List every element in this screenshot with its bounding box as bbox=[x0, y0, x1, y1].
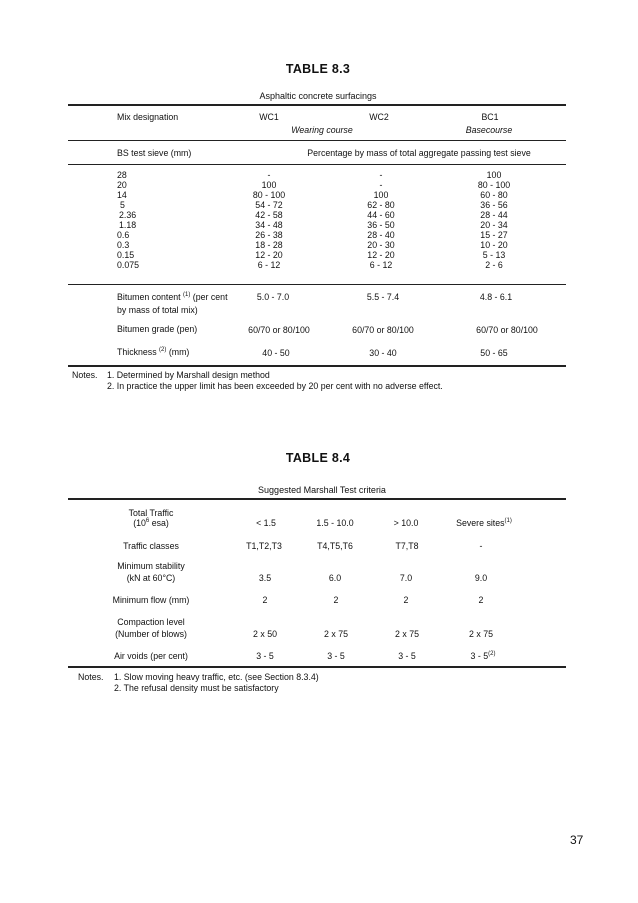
sieve-cell: 5 bbox=[120, 200, 125, 210]
table-8-4-bottom-rule bbox=[68, 666, 566, 668]
sieve-cell: 20 bbox=[117, 180, 127, 190]
bc1-cell: 60 - 80 bbox=[480, 190, 508, 200]
table-8-4-note-1: 1. Slow moving heavy traffic, etc. (see Section 8.3.4) bbox=[114, 672, 319, 682]
min-stability-c3: 7.0 bbox=[399, 573, 413, 583]
percentage-passing-label: Percentage by mass of total aggregate passing test sieve bbox=[307, 148, 531, 158]
air-voids-c3: 3 - 5 bbox=[398, 651, 416, 661]
bc1-cell: 28 - 44 bbox=[480, 210, 508, 220]
table-8-4-note-2: 2. The refusal density must be satisfactory bbox=[114, 683, 279, 693]
wc2-cell: - bbox=[379, 180, 383, 190]
traffic-unit-a: (10 bbox=[133, 518, 146, 528]
compaction-c4: 2 x 75 bbox=[469, 629, 493, 639]
wc2-cell: 28 - 40 bbox=[367, 230, 395, 240]
bitumen-content-bc1: 4.8 - 6.1 bbox=[479, 292, 513, 302]
wc1-cell: 18 - 28 bbox=[255, 240, 283, 250]
air-voids-c1: 3 - 5 bbox=[256, 651, 274, 661]
compaction-unit: (Number of blows) bbox=[115, 629, 187, 639]
min-flow-label: Minimum flow (mm) bbox=[112, 595, 190, 605]
thickness-bc1: 50 - 65 bbox=[480, 348, 508, 358]
bitumen-content-label bbox=[117, 292, 228, 303]
bc1-cell: 10 - 20 bbox=[480, 240, 508, 250]
sieve-cell: 2.36 bbox=[119, 210, 137, 220]
mix-designation-label: Mix designation bbox=[117, 112, 179, 122]
bc1-cell: 100 bbox=[486, 170, 502, 180]
wc1-cell: - bbox=[267, 170, 271, 180]
traffic-classes-label: Traffic classes bbox=[123, 541, 179, 551]
air-voids-label: Air voids (per cent) bbox=[114, 651, 188, 661]
compaction-label: Compaction level bbox=[117, 617, 185, 627]
traffic-unit-exponent: 6 bbox=[145, 518, 150, 525]
table-8-3-title: TABLE 8.3 bbox=[285, 62, 351, 76]
table-8-3-bottom-rule bbox=[68, 365, 566, 367]
min-stability-label: Minimum stability bbox=[117, 561, 185, 571]
traffic-col-1: < 1.5 bbox=[256, 518, 276, 528]
wc1-cell: 6 - 12 bbox=[257, 260, 281, 270]
traffic-unit-b: esa) bbox=[149, 518, 169, 528]
wc1-cell: 80 - 100 bbox=[252, 190, 286, 200]
page-number: 37 bbox=[570, 833, 584, 847]
bitumen-grade-label: Bitumen grade (pen) bbox=[117, 324, 198, 334]
sieve-cell: 28 bbox=[117, 170, 127, 180]
wc2-cell: 12 - 20 bbox=[367, 250, 395, 260]
air-voids-c2: 3 - 5 bbox=[327, 651, 345, 661]
severe-sites-label: Severe sites bbox=[456, 518, 505, 528]
table-8-3-note-1: 1. Determined by Marshall design method bbox=[107, 370, 270, 380]
compaction-c3: 2 x 75 bbox=[395, 629, 419, 639]
sieve-cell: 0.6 bbox=[117, 230, 130, 240]
bitumen-content-wc1: 5.0 - 7.0 bbox=[256, 292, 290, 302]
wearing-course-label: Wearing course bbox=[291, 125, 353, 135]
bitumen-content-label-2: by mass of total mix) bbox=[117, 305, 198, 315]
wc1-cell: 12 - 20 bbox=[255, 250, 283, 260]
table-8-3-subtitle: Asphaltic concrete surfacings bbox=[259, 91, 377, 101]
thickness-label-b: (mm) bbox=[166, 347, 190, 357]
wc1-cell: 54 - 72 bbox=[255, 200, 283, 210]
total-traffic-unit bbox=[133, 518, 169, 529]
wc2-cell: 20 - 30 bbox=[367, 240, 395, 250]
wc2-cell: 100 bbox=[373, 190, 389, 200]
traffic-classes-c1: T1,T2,T3 bbox=[246, 541, 282, 551]
bc1-cell: 20 - 34 bbox=[480, 220, 508, 230]
bc1-cell: 2 - 6 bbox=[485, 260, 503, 270]
min-flow-c4: 2 bbox=[478, 595, 484, 605]
sieve-cell: 0.075 bbox=[117, 260, 140, 270]
thickness-label bbox=[117, 347, 189, 358]
bitumen-content-wc2: 5.5 - 7.4 bbox=[366, 292, 400, 302]
sieve-cell: 14 bbox=[117, 190, 127, 200]
traffic-col-4 bbox=[456, 518, 512, 529]
min-flow-c2: 2 bbox=[333, 595, 339, 605]
traffic-col-3: > 10.0 bbox=[393, 518, 419, 528]
min-flow-c1: 2 bbox=[262, 595, 268, 605]
traffic-classes-c4: - bbox=[479, 541, 483, 551]
table-8-4-notes-lead: Notes. bbox=[78, 672, 104, 682]
min-stability-unit: (kN at 60°C) bbox=[126, 573, 176, 583]
note-1-marker: (1) bbox=[504, 518, 512, 525]
thickness-label-a: Thickness bbox=[117, 347, 160, 357]
col-wc1-header: WC1 bbox=[259, 112, 279, 122]
col-wc2-header: WC2 bbox=[369, 112, 389, 122]
note-2-marker: (2) bbox=[159, 347, 167, 354]
wc1-cell: 26 - 38 bbox=[255, 230, 283, 240]
bc1-cell: 36 - 56 bbox=[480, 200, 508, 210]
wc2-cell: - bbox=[379, 170, 383, 180]
air-voids-c4 bbox=[471, 651, 496, 662]
basecourse-label: Basecourse bbox=[465, 125, 513, 135]
sieve-cell: 0.3 bbox=[117, 240, 130, 250]
wc2-cell: 44 - 60 bbox=[367, 210, 395, 220]
bitumen-content-label-b: (per cent bbox=[190, 292, 228, 302]
min-stability-c1: 3.5 bbox=[258, 573, 272, 583]
table-8-3-notes-lead: Notes. bbox=[72, 370, 98, 380]
traffic-classes-c3: T7,T8 bbox=[395, 541, 419, 551]
note-1-marker: (1) bbox=[183, 292, 191, 299]
bitumen-grade-bc1: 60/70 or 80/100 bbox=[476, 325, 538, 335]
compaction-c1: 2 x 50 bbox=[253, 629, 277, 639]
table-8-3-top-rule bbox=[68, 104, 566, 106]
wc1-cell: 42 - 58 bbox=[255, 210, 283, 220]
table-8-3-rule-3 bbox=[68, 164, 566, 165]
traffic-classes-c2: T4,T5,T6 bbox=[317, 541, 353, 551]
table-8-3-rule-2 bbox=[68, 140, 566, 141]
table-8-4-title: TABLE 8.4 bbox=[285, 451, 351, 465]
wc2-cell: 36 - 50 bbox=[367, 220, 395, 230]
thickness-wc2: 30 - 40 bbox=[369, 348, 397, 358]
bc1-cell: 15 - 27 bbox=[480, 230, 508, 240]
wc2-cell: 62 - 80 bbox=[367, 200, 395, 210]
wc2-cell: 6 - 12 bbox=[369, 260, 393, 270]
min-stability-c2: 6.0 bbox=[328, 573, 342, 583]
compaction-c2: 2 x 75 bbox=[324, 629, 348, 639]
table-8-4-subtitle: Suggested Marshall Test criteria bbox=[258, 485, 386, 495]
wc1-cell: 100 bbox=[261, 180, 277, 190]
bc1-cell: 5 - 13 bbox=[482, 250, 506, 260]
table-8-3-rule-4 bbox=[68, 284, 566, 285]
note-2-marker: (2) bbox=[488, 651, 496, 658]
bitumen-grade-wc2: 60/70 or 80/100 bbox=[352, 325, 414, 335]
table-8-3-note-2: 2. In practice the upper limit has been exceeded by 20 per cent with no adverse effect. bbox=[107, 381, 443, 391]
bc1-cell: 80 - 100 bbox=[477, 180, 511, 190]
thickness-wc1: 40 - 50 bbox=[262, 348, 290, 358]
sieve-cell: 0.15 bbox=[117, 250, 135, 260]
air-voids-c4-value: 3 - 5 bbox=[470, 651, 489, 661]
sieve-label: BS test sieve (mm) bbox=[117, 148, 192, 158]
col-bc1-header: BC1 bbox=[481, 112, 499, 122]
sieve-cell: 1.18 bbox=[119, 220, 137, 230]
wc1-cell: 34 - 48 bbox=[255, 220, 283, 230]
min-stability-c4: 9.0 bbox=[474, 573, 488, 583]
total-traffic-label: Total Traffic bbox=[128, 508, 174, 518]
min-flow-c3: 2 bbox=[403, 595, 409, 605]
table-8-4-top-rule bbox=[68, 498, 566, 500]
bitumen-grade-wc1: 60/70 or 80/100 bbox=[248, 325, 310, 335]
traffic-col-2: 1.5 - 10.0 bbox=[316, 518, 354, 528]
bitumen-content-label-a: Bitumen content bbox=[117, 292, 184, 302]
